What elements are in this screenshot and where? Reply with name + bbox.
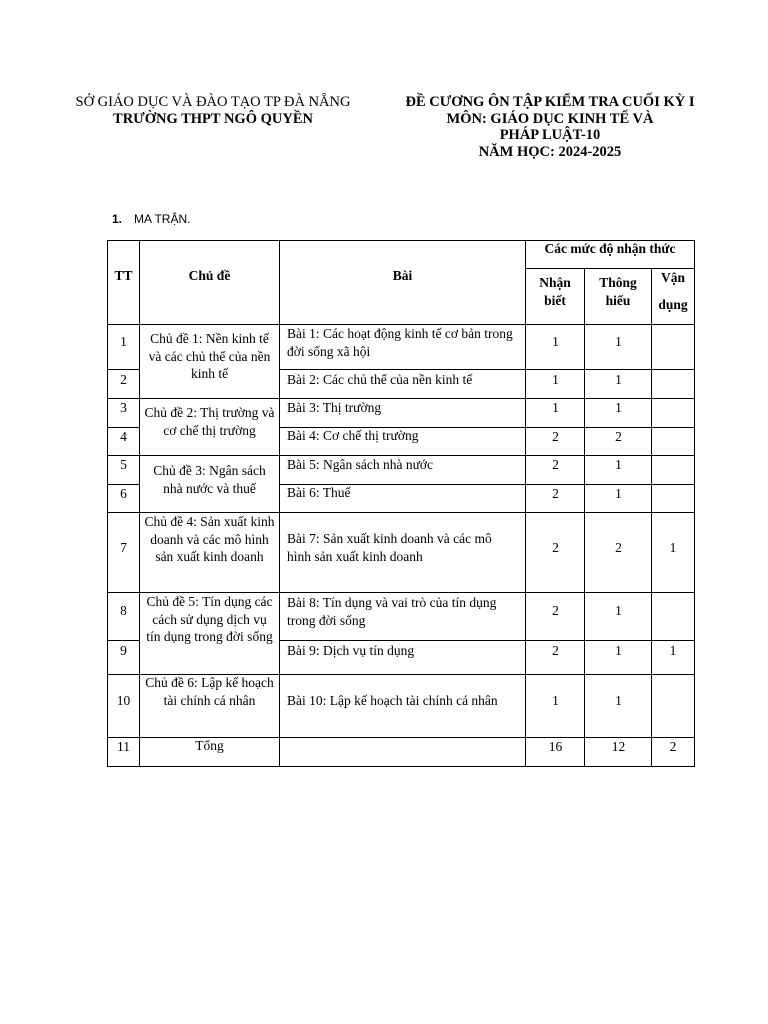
table-border [525,240,526,767]
header-application-1: Vận [660,270,685,285]
comprehension-value: 2 [615,429,622,444]
table-border [107,369,140,370]
recognition-value: 2 [552,486,559,501]
application-value: 1 [669,643,677,658]
row-number: 2 [120,372,127,387]
topic-cell: Chủ đề 1: Nền kinh tế và các chủ thể của nền kinh tế [148,331,271,381]
row-number: 7 [120,540,127,555]
table-border [107,240,108,767]
lesson-cell: Bài 8: Tín dụng và vai trò của tín dụng trong đời sống [287,595,497,628]
table-border [279,240,280,767]
topic-cell: Tổng [195,738,224,753]
comprehension-value: 2 [615,540,622,555]
recognition-value: 1 [552,372,559,387]
comprehension-value: 1 [615,400,622,415]
application-value: 1 [669,540,677,555]
department-name: SỞ GIÁO DỤC VÀ ĐÀO TẠO TP ĐÀ NẴNG [75,94,351,110]
table-border [694,240,695,767]
lesson-cell: Bài 2: Các chủ thể của nền kinh tế [287,372,473,387]
school-header [58,94,368,127]
lesson-cell: Bài 9: Dịch vụ tín dụng [287,643,415,658]
topic-cell: Chủ đề 2: Thị trường và cơ chế thị trường [144,405,275,438]
topic-cell: Chủ đề 6: Lập kế hoạch tài chính cá nhân [145,675,274,708]
header-topic: Chủ đề [188,268,231,283]
row-number: 9 [120,643,127,658]
recognition-value: 1 [552,334,559,349]
topic-cell: Chủ đề 4: Sản xuất kinh doanh và các mô hình sản xuất kinh doanh [144,514,275,564]
comprehension-value: 1 [615,334,622,349]
comprehension-value: 1 [615,643,622,658]
recognition-value: 1 [552,400,559,415]
row-number: 11 [117,739,130,754]
table-border [107,640,140,641]
header-recognition: Nhận biết [539,275,571,308]
row-number: 8 [120,603,127,618]
total-comprehension: 12 [611,739,626,754]
header-application-2: dụng [658,297,688,312]
lesson-cell: Bài 4: Cơ chế thị trường [287,428,419,443]
header-cognitive-levels: Các mức độ nhận thức [544,241,676,256]
subject-line-cont: PHÁP LUẬT-10 [499,127,601,143]
row-number: 3 [120,400,127,415]
lesson-cell: Bài 6: Thuế [287,485,351,500]
header-tt: TT [114,268,133,283]
document-title: ĐỀ CƯƠNG ÔN TẬP KIỂM TRA CUỐI KỲ I [405,94,695,110]
header-comprehension: Thông hiểu [599,275,637,308]
subject-line: MÔN: GIÁO DỤC KINH TẾ VÀ [446,110,654,127]
row-number: 5 [120,457,127,472]
comprehension-value: 1 [615,457,622,472]
row-number: 10 [116,693,131,708]
recognition-value: 2 [552,603,559,618]
school-name: TRƯỜNG THPT NGÔ QUYỀN [113,110,313,127]
lesson-cell: Bài 7: Sản xuất kinh doanh và các mô hình sản xuất kinh doanh [287,531,492,564]
lesson-cell: Bài 3: Thị trường [287,400,382,415]
comprehension-value: 1 [615,603,622,618]
table-border [139,240,140,767]
row-number: 4 [120,429,127,444]
table-border [107,766,695,767]
table-border [279,369,695,370]
recognition-value: 2 [552,643,559,658]
row-number: 6 [120,486,127,501]
row-number: 1 [120,334,127,349]
section-number: 1. [112,212,123,226]
topic-cell: Chủ đề 5: Tín dụng các cách sử dụng dịch vụ tín dụng trong đời sống [146,594,273,644]
section-title: MA TRẬN. [134,212,191,226]
comprehension-value: 1 [615,486,622,501]
lesson-cell: Bài 5: Ngân sách nhà nước [287,457,434,472]
lesson-cell: Bài 1: Các hoạt động kinh tế cơ bản trong đời sống xã hội [287,326,513,359]
comprehension-value: 1 [615,693,622,708]
total-application: 2 [669,739,677,754]
header-lesson: Bài [392,268,413,283]
school-year: NĂM HỌC: 2024-2025 [478,143,622,160]
document-title-block [390,94,710,160]
lesson-cell: Bài 10: Lập kế hoạch tài chính cá nhân [287,693,498,708]
total-recognition: 16 [548,739,563,754]
recognition-value: 2 [552,429,559,444]
comprehension-value: 1 [615,372,622,387]
recognition-value: 2 [552,540,559,555]
recognition-value: 2 [552,457,559,472]
table-border [279,640,695,641]
recognition-value: 1 [552,693,559,708]
topic-cell: Chủ đề 3: Ngân sách nhà nước và thuế [153,463,266,496]
section-heading [112,212,190,226]
